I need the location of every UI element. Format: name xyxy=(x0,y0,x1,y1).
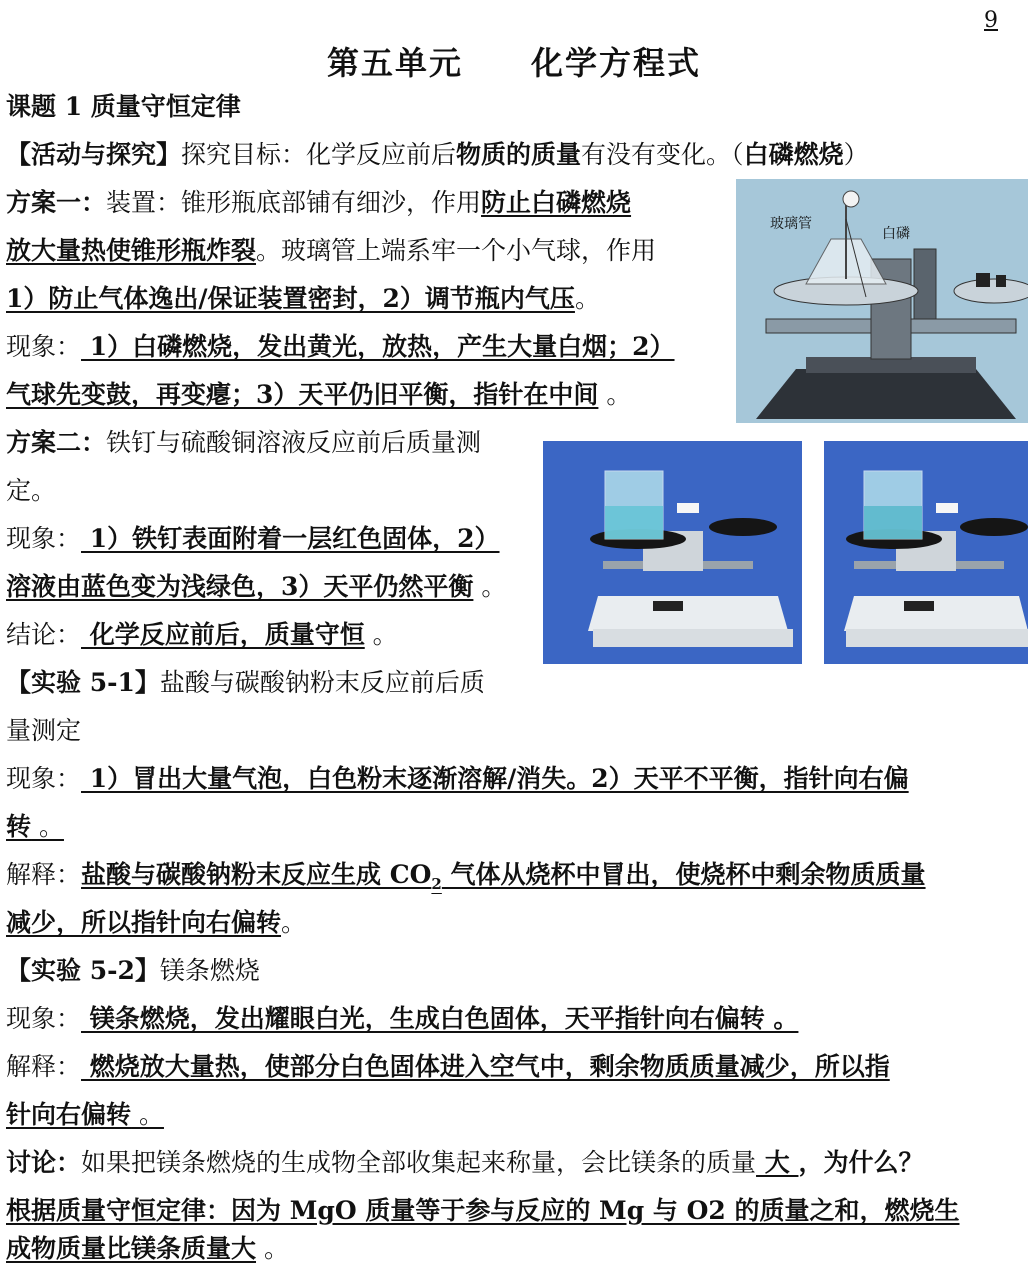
exp51-label: 【实验 5-1】 xyxy=(6,668,160,697)
exp51-expl-b: 减少，所以指针向右偏转 xyxy=(6,908,282,937)
plan1-line1 xyxy=(6,186,631,220)
plan2-phen-end: 。 xyxy=(473,572,507,601)
plan1-phen-label: 现象： xyxy=(6,332,82,361)
plan2-phen-b: 溶液由蓝色变为浅绿色，3）天平仍然平衡 xyxy=(6,572,474,601)
exp52-line1 xyxy=(6,954,260,988)
plan2-phen-a: 1）铁钉表面附着一层红色固体，2） xyxy=(81,524,500,553)
plan2-concl-label: 结论： xyxy=(6,620,82,649)
plan1-use2: 1）防止气体逸出/保证装置密封，2）调节瓶内气压 xyxy=(6,284,575,313)
exp51-line5 xyxy=(6,858,926,901)
exp52-expl-a: 燃烧放大量热，使部分白色固体进入空气中，剩余物质质量减少，所以指 xyxy=(81,1052,890,1081)
exp51-expl-a2: 气体从烧杯中冒出，使烧杯中剩余物质质量 xyxy=(441,860,926,889)
exp51-phen-b: 转 xyxy=(6,812,32,841)
discussion-reason-end: 。 xyxy=(256,1234,289,1263)
discussion-text: 如果把镁条燃烧的生成物全部收集起来称量，会比镁条的质量 xyxy=(81,1148,757,1177)
plan1-line2 xyxy=(6,234,656,268)
activity-close: ） xyxy=(843,140,869,169)
plan2-line3 xyxy=(6,522,500,556)
label-white-phosphorus: 白磷 xyxy=(882,226,910,242)
activity-text2: 有没有变化。（ xyxy=(581,140,744,169)
page-title: 第五单元 化学方程式 xyxy=(326,44,701,82)
discussion-label: 讨论： xyxy=(6,1148,82,1177)
exp51-line2: 量测定 xyxy=(6,716,82,745)
plan1-end: 。 xyxy=(574,284,600,313)
plan1-phen-end: 。 xyxy=(598,380,632,409)
plan1-use1b: 放大量热使锥形瓶炸裂 xyxy=(6,236,257,265)
label-glass-tube: 玻璃管 xyxy=(770,216,812,232)
exp52-expl-end: 。 xyxy=(131,1100,164,1129)
beaker-balance-illustration-2 xyxy=(824,441,1028,664)
discussion-text2: ，为什么？ xyxy=(798,1148,924,1177)
discussion-reason-b: 成物质量比镁条质量大 xyxy=(6,1234,257,1263)
exp51-line6 xyxy=(6,906,306,940)
activity-label: 【活动与探究】 xyxy=(6,140,182,169)
activity-bold: 物质的质量 xyxy=(456,140,582,169)
plan1-line4 xyxy=(6,330,675,364)
plan2-concl: 化学反应前后，质量守恒 xyxy=(81,620,365,649)
plan1-use1a: 防止白磷燃烧 xyxy=(481,188,632,217)
plan1-device: 装置：锥形瓶底部铺有细沙，作用 xyxy=(106,188,482,217)
discussion-answer: 大 xyxy=(756,1148,799,1177)
exp52-text: 镁条燃烧 xyxy=(159,956,260,985)
exp51-phen-label: 现象： xyxy=(6,764,82,793)
exp51-expl-end: 。 xyxy=(281,908,307,937)
plan1-line3 xyxy=(6,282,600,316)
activity-text: 探究目标：化学反应前后 xyxy=(181,140,457,169)
exp51-expl-a1: 盐酸与碳酸钠粉末反应生成 CO xyxy=(81,860,432,889)
exp51-phen-end: 。 xyxy=(31,812,64,841)
plan2-line2: 定。 xyxy=(6,476,57,505)
exp52-expl-label: 解释： xyxy=(6,1052,82,1081)
exp51-line1 xyxy=(6,666,485,700)
plan1-line5 xyxy=(6,378,631,412)
lesson-title: 课题 1 质量守恒定律 xyxy=(6,92,241,121)
discussion-line1 xyxy=(6,1146,923,1180)
discussion-line2 xyxy=(6,1194,959,1228)
exp51-line4 xyxy=(6,810,64,844)
plan2-line5 xyxy=(6,618,398,652)
plan1-tube: 。玻璃管上端系牢一个小气球，作用 xyxy=(256,236,657,265)
beaker-balance-illustration xyxy=(543,441,802,664)
exp52-expl-b: 针向右偏转 xyxy=(6,1100,132,1129)
plan2-line4 xyxy=(6,570,506,604)
iron-nail-balance-photo-2 xyxy=(824,441,1028,664)
exp51-phen-a: 1）冒出大量气泡，白色粉末逐渐溶解/消失。2）天平不平衡，指针向右偏 xyxy=(81,764,909,793)
exp52-label: 【实验 5-2】 xyxy=(6,956,160,985)
discussion-reason-a: 根据质量守恒定律：因为 MgO 质量等于参与反应的 Mg 与 O2 的质量之和，燃烧生 xyxy=(6,1196,960,1225)
exp52-phen: 镁条燃烧，发出耀眼白光，生成白色固体，天平指针向右偏转 。 xyxy=(81,1004,799,1033)
plan2-text-a: 铁钉与硫酸铜溶液反应前后质量测 xyxy=(106,428,482,457)
plan1-phen-a: 1）白磷燃烧，发出黄光，放热，产生大量白烟；2） xyxy=(81,332,675,361)
plan2-line1 xyxy=(6,426,481,460)
exp52-line3 xyxy=(6,1050,890,1084)
exp51-expl-sub: 2 xyxy=(431,875,442,893)
exp52-line2 xyxy=(6,1002,798,1036)
exp52-phen-label: 现象： xyxy=(6,1004,82,1033)
activity-paren: 白磷燃烧 xyxy=(743,140,844,169)
exp51-expl-label: 解释： xyxy=(6,860,82,889)
exp52-line4 xyxy=(6,1098,164,1132)
plan2-label: 方案二： xyxy=(6,428,107,457)
exp51-line3 xyxy=(6,762,909,796)
activity-line xyxy=(6,138,869,172)
plan2-phen-label: 现象： xyxy=(6,524,82,553)
iron-nail-balance-photo-1 xyxy=(543,441,802,664)
plan2-concl-end: 。 xyxy=(364,620,398,649)
page-number: 9 xyxy=(984,8,998,33)
plan1-phen-b: 气球先变鼓，再变瘪；3）天平仍旧平衡，指针在中间 xyxy=(6,380,599,409)
exp51-text-a: 盐酸与碳酸钠粉末反应前后质 xyxy=(159,668,485,697)
phosphorus-balance-figure xyxy=(736,179,1028,423)
discussion-line3 xyxy=(6,1232,289,1266)
plan1-label: 方案一： xyxy=(6,188,107,217)
